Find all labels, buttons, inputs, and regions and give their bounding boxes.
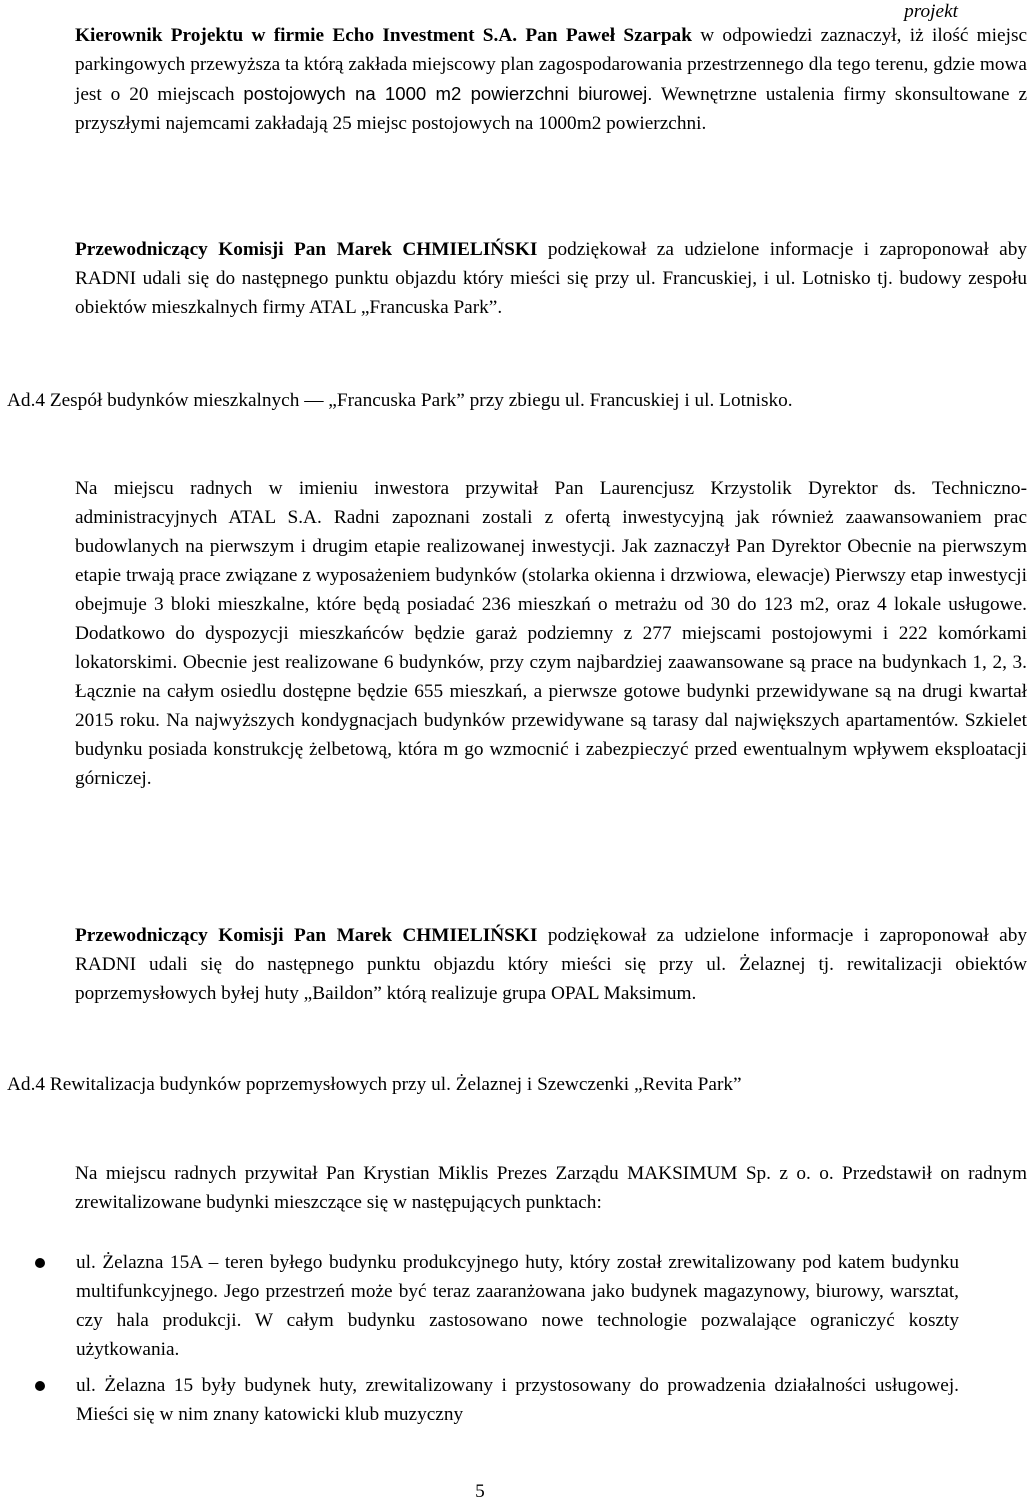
bullet-dot — [35, 1381, 45, 1391]
bullet-dot — [35, 1258, 45, 1268]
list-item-text: ul. Żelazna 15A – teren byłego budynku produkcyjnego huty, który został zrewitalizowany pod katem budynku multifunkcyjnego. Jego przestrzeń może być teraz zaaranżowana jako budynek magazynowy, biurowy, warsztat, czy hala produkcji. W całym budynku zastosowano nowe technologie pozwalające ograniczyć koszty użytkowania. — [76, 1252, 959, 1360]
paragraph-atal-investment: Na miejscu radnych w imieniu inwestora przywitał Pan Laurencjusz Krzystolik Dyrektor ds. Techniczno-administracyjnych ATAL S.A. Radni zapoznani zostali z ofertą inwestycyjną jak również zaawansowaniem prac budowlanych na pierwszym i drugim etapie realizowanej inwestycji. Jak zaznaczył Pan Dyrektor Obecnie na pierwszym etapie trwają prace związane z wyposażeniem budynków (stolarka okienna i drzwiowa, elewacje) Pierwszy etap inwestycji obejmuje 3 bloki mieszkalne, które będą posiadać 236 mieszkań o metrażu od 30 do 123 m2, oraz 4 lokale usługowe. Dodatkowo do dyspozycji mieszkańców będzie garaż podziemny z 277 miejscami postojowymi i 222 komórkami lokatorskimi. Obecnie jest realizowane 6 budynków, przy czym najbardziej zaawansowane są prace na budynkach 1, 2, 3. Łącznie na całym osiedlu dostępne będzie 655 mieszkań, a pierwsze gotowe budynki przewidywane są na drugi kwartał 2015 roku. Na najwyższych kondygnacjach budynków przewidywane są tarasy dal największych apartamentów. Szkielet budynku posiada konstrukcję żelbetową, która m go wzmocnić i zabezpieczyć przed ewentualnym wpływem eksploatacji górniczej. — [75, 478, 1027, 789]
section-heading-francuska-park: Ad.4 Zespół budynków mieszkalnych — „Francuska Park” przy zbiegu ul. Francuskiej i ul. Lotnisko. — [7, 390, 793, 411]
section-heading-revita-park: Ad.4 Rewitalizacja budynków poprzemysłowych przy ul. Żelaznej i Szewczenki „Revita Park” — [7, 1074, 742, 1095]
list-item — [0, 1248, 959, 1364]
paragraph-echo-investment — [7, 21, 1027, 138]
page-number: 5 — [475, 1481, 485, 1502]
paragraph-text-sans: postojowych na 1000 m2 powierzchni biurowej. — [243, 83, 653, 104]
list-item-text: ul. Żelazna 15 były budynek huty, zrewitalizowany i przystosowany do prowadzenia działalności usługowej. Mieści się w nim znany katowicki klub muzyczny — [76, 1375, 959, 1425]
paragraph-text: podziękował za udzielone informacje i zaproponował aby RADNI udali się do następnego punktu objazdu który mieści się przy ul. Żelaznej tj. rewitalizacji obiektów poprzemysłowych byłej huty „Baildon” którą realizuje grupa OPAL Maksimum. — [75, 925, 1027, 1004]
speaker-name: Kierownik Projektu w firmie Echo Investment S.A. Pan Paweł Szarpak — [75, 25, 692, 46]
paragraph-chairman-baildon — [7, 921, 1027, 1008]
list-item — [0, 1371, 959, 1429]
paragraph-text: Wewnętrzne ustalenia firmy skonsultowane z przyszłymi najemcami zakładają 25 miejsc postojowych na 1000m2 powierzchni. — [75, 84, 1027, 134]
speaker-name: Przewodniczący Komisji Pan Marek CHMIELIŃSKI — [75, 239, 538, 260]
bullet-list — [0, 1248, 959, 1436]
paragraph-chairman-francuska — [7, 235, 1027, 322]
paragraph-maksimum: Na miejscu radnych przywitał Pan Krystian Miklis Prezes Zarządu MAKSIMUM Sp. z o. o. Przedstawił on radnym zrewitalizowane budynki mieszczące się w następujących punktach: — [75, 1163, 1027, 1213]
speaker-name: Przewodniczący Komisji Pan Marek CHMIELIŃSKI — [75, 925, 538, 946]
header-fragment: projekt — [904, 1, 958, 22]
paragraph-text: w odpowiedzi zaznaczył, iż ilość miejsc parkingowych przewyższa ta którą zakłada miejscowy plan zagospodarowania przestrzennego dla tego terenu, gdzie mowa jest o 20 miejscach — [75, 25, 1027, 105]
paragraph-text: podziękował za udzielone informacje i zaproponował aby RADNI udali się do następnego punktu objazdu który mieści się przy ul. Francuskiej, i ul. Lotnisko tj. budowy zespołu obiektów mieszkalnych firmy ATAL „Francuska Park”. — [75, 239, 1027, 318]
